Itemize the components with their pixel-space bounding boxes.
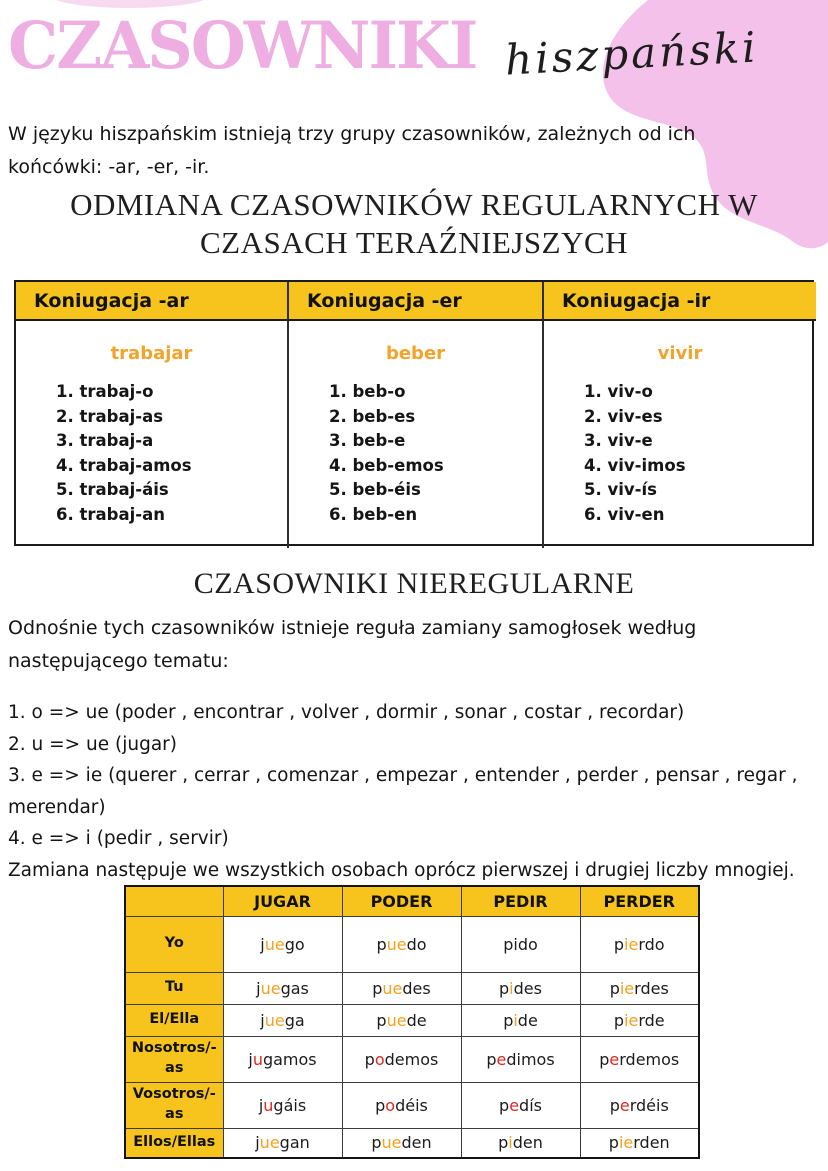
heading-regular-verbs: [0, 186, 828, 262]
irregular-table-row: [125, 916, 699, 972]
verb-form-cell: [461, 916, 580, 972]
vowel-change-highlight: ue: [264, 1010, 285, 1030]
verb-ending-text: gas: [280, 978, 309, 998]
verb-forms-list: [544, 380, 816, 527]
vowel-change-highlight: ue: [259, 1133, 280, 1153]
verb-stem-text: p: [613, 1010, 625, 1030]
conjugation-header-2: Koniugacja -er: [287, 282, 542, 321]
verb-ending-text: des: [513, 978, 542, 998]
verb-form-cell: [461, 1128, 580, 1158]
verb-ending-text: déis: [395, 1095, 428, 1115]
verb-form: 6. beb-en: [329, 504, 418, 524]
conjugation-table: [14, 280, 814, 546]
verb-form-cell: [342, 972, 461, 1004]
verb-form: 2. beb-es: [329, 406, 416, 426]
verb-form: 6. viv-en: [584, 504, 665, 524]
conjugation-header-3: Koniugacja -ir: [542, 282, 816, 321]
vowel-change-highlight: ie: [624, 1010, 639, 1030]
vowel-change-highlight: e: [509, 1095, 520, 1115]
vowel-change-rules: [8, 697, 828, 886]
verb-form-cell: [580, 1128, 699, 1158]
verb-ending-text: gan: [279, 1133, 310, 1153]
verb-form: 3. viv-e: [584, 431, 653, 450]
verb-form-cell: [342, 1036, 461, 1082]
verb-stem-text: p: [375, 1095, 386, 1115]
verb-ending-text: den: [512, 1133, 543, 1153]
person-label: Ellos/Ellas: [125, 1128, 223, 1158]
verb-ending-text: rden: [633, 1133, 670, 1153]
vowel-change-highlight: i: [508, 1133, 513, 1153]
verb-stem-text: j: [248, 1049, 253, 1069]
verb-form-cell: [223, 1036, 342, 1082]
verb-stem-text: j: [260, 934, 265, 954]
person-label: Vosotros/-as: [125, 1082, 223, 1128]
verb-infinitive: vivir: [657, 343, 703, 364]
verb-stem-text: p: [376, 1010, 387, 1030]
verb-stem-text: j: [256, 978, 261, 998]
verb-form-cell: [580, 916, 699, 972]
verb-form-cell: [461, 1036, 580, 1082]
verb-ending-text: demos: [384, 1049, 439, 1069]
vowel-change-highlight: ue: [381, 1133, 402, 1153]
verb-infinitive: beber: [385, 343, 446, 364]
verb-ending-text: rdéis: [629, 1095, 669, 1115]
verb-form-cell: [580, 1082, 699, 1128]
verb-ending-text: dimos: [506, 1049, 555, 1069]
verb-ending-text: rdemos: [619, 1049, 680, 1069]
vowel-change-highlight: i: [509, 978, 514, 998]
conjugation-column-3: [542, 321, 816, 548]
verb-form-cell: [223, 1082, 342, 1128]
verb-ending-text: dís: [519, 1095, 542, 1115]
heading-regular-line-2: CZASACH TERAŹNIEJSZYCH: [199, 225, 629, 260]
verb-stem-text: p: [599, 1049, 610, 1069]
verb-form: 5. beb-éis: [329, 480, 421, 499]
verb-stem-text: pido: [503, 934, 538, 954]
verb-form-cell: [580, 972, 699, 1004]
vowel-change-highlight: ie: [619, 978, 635, 998]
verb-form-cell: [223, 916, 342, 972]
verb-forms-list: [16, 380, 287, 527]
person-label: Yo: [125, 916, 223, 972]
verb-ending-text: gamos: [262, 1049, 317, 1069]
conjugation-column-1: [16, 321, 287, 548]
verb-stem-text: p: [503, 1010, 514, 1030]
verb-stem-text: p: [613, 934, 625, 954]
verb-stem-text: p: [364, 1049, 375, 1069]
vowel-change-highlight: ue: [260, 978, 281, 998]
irregular-column-header: PODER: [342, 886, 461, 916]
verb-form-cell: [342, 1128, 461, 1158]
irregular-intro-paragraph: Odnośnie tych czasowników istnieje reguła zamiany samogłosek według następującego tematu:: [8, 617, 697, 673]
verb-form: 1. trabaj-o: [56, 382, 154, 401]
verb-form-cell: [461, 1004, 580, 1036]
irregular-column-header: JUGAR: [223, 886, 342, 916]
irregular-corner-cell: [125, 886, 223, 916]
verb-form: 2. trabaj-as: [56, 406, 164, 426]
irregular-table: [124, 885, 700, 1159]
vowel-change-highlight: ie: [624, 934, 639, 954]
vowel-change-highlight: i: [513, 1010, 518, 1030]
verb-form: 5. trabaj-áis: [56, 480, 169, 499]
vowel-change-highlight: ie: [618, 1133, 634, 1153]
irregular-table-row: [125, 1128, 699, 1158]
rule-item-4: 4. e => i (pedir , servir): [8, 828, 229, 849]
verb-stem-text: p: [609, 978, 620, 998]
verb-form-cell: [461, 972, 580, 1004]
verb-stem-text: p: [372, 978, 383, 998]
person-label: Nosotros/-as: [125, 1036, 223, 1082]
verb-stem-text: p: [609, 1095, 620, 1115]
irregular-table-row: [125, 1036, 699, 1082]
verb-infinitive: trabajar: [110, 343, 193, 364]
page-header: [8, 8, 760, 85]
page-subtitle: hiszpański: [503, 22, 760, 85]
verb-form: 4. beb-emos: [329, 455, 444, 475]
verb-stem-text: p: [608, 1133, 619, 1153]
verb-ending-text: des: [402, 978, 431, 998]
verb-form: 5. viv-ís: [584, 480, 657, 499]
verb-form: 1. beb-o: [329, 382, 406, 401]
verb-form-cell: [223, 1128, 342, 1158]
conjugation-column-2: [287, 321, 542, 548]
irregular-table-head: [125, 886, 699, 916]
verb-stem-text: j: [258, 1095, 264, 1115]
vowel-change-highlight: u: [263, 1095, 274, 1115]
irregular-header-row: [125, 886, 699, 916]
verb-ending-text: rdes: [634, 978, 669, 998]
verb-stem-text: p: [486, 1049, 497, 1069]
irregular-table-row: [125, 1004, 699, 1036]
verb-form-cell: [342, 916, 461, 972]
rule-item-3: 3. e => ie (querer , cerrar , comenzar , empezar , entender , perder , pensar , regar , merendar): [8, 765, 798, 818]
verb-form-cell: [580, 1004, 699, 1036]
verb-form: 4. trabaj-amos: [56, 455, 192, 475]
verb-stem-text: p: [499, 1095, 510, 1115]
verb-form: 3. trabaj-a: [56, 431, 154, 450]
verb-forms-list: [289, 380, 542, 527]
irregular-table-container: [124, 885, 700, 1159]
vowel-change-highlight: o: [374, 1049, 385, 1069]
irregular-table-body: [125, 916, 699, 1158]
person-label: El/Ella: [125, 1004, 223, 1036]
note-paragraph: Zamiana następuje we wszystkich osobach oprócz pierwszej i drugiej liczby mnogiej.: [8, 859, 795, 881]
verb-ending-text: de: [406, 1010, 427, 1030]
irregular-column-header: PEDIR: [461, 886, 580, 916]
verb-form: 1. viv-o: [584, 382, 653, 401]
verb-form: 3. beb-e: [329, 431, 406, 450]
rule-item-2: 2. u => ue (jugar): [8, 733, 177, 755]
vowel-change-highlight: ue: [382, 978, 403, 998]
verb-form-cell: [342, 1004, 461, 1036]
vowel-change-highlight: e: [609, 1049, 620, 1069]
verb-stem-text: j: [255, 1133, 260, 1153]
verb-ending-text: rdo: [638, 934, 665, 954]
verb-ending-text: gáis: [273, 1095, 307, 1115]
vowel-change-highlight: e: [619, 1095, 630, 1115]
verb-stem-text: p: [371, 1133, 382, 1153]
verb-stem-text: p: [498, 1133, 509, 1153]
verb-ending-text: rde: [638, 1010, 665, 1030]
irregular-column-header: PERDER: [580, 886, 699, 916]
verb-ending-text: de: [517, 1010, 538, 1030]
page-title: CZASOWNIKI: [8, 8, 477, 84]
irregular-table-row: [125, 1082, 699, 1128]
vowel-change-highlight: ue: [264, 934, 285, 954]
rule-item-1: 1. o => ue (poder , encontrar , volver , dormir , sonar , costar , recordar): [8, 702, 685, 723]
vowel-change-highlight: ue: [386, 1010, 407, 1030]
verb-stem-text: p: [499, 978, 510, 998]
heading-irregular-verbs: CZASOWNIKI NIEREGULARNE: [193, 567, 635, 600]
verb-form-cell: [580, 1036, 699, 1082]
verb-form: 6. trabaj-an: [56, 504, 165, 524]
verb-ending-text: ga: [284, 1010, 305, 1030]
verb-ending-text: den: [401, 1133, 432, 1153]
verb-form-cell: [223, 972, 342, 1004]
person-label: Tu: [125, 972, 223, 1004]
vowel-change-highlight: u: [252, 1049, 263, 1069]
verb-stem-text: p: [376, 934, 387, 954]
verb-ending-text: do: [406, 934, 427, 954]
vowel-change-highlight: ue: [386, 934, 407, 954]
verb-form: 4. viv-imos: [584, 455, 686, 475]
heading-regular-line-1: ODMIANA CZASOWNIKÓW REGULARNYCH W: [70, 187, 758, 222]
vowel-change-highlight: o: [385, 1095, 396, 1115]
irregular-table-row: [125, 972, 699, 1004]
verb-ending-text: go: [284, 934, 305, 954]
vowel-change-highlight: e: [496, 1049, 507, 1069]
verb-form-cell: [461, 1082, 580, 1128]
verb-stem-text: j: [260, 1010, 265, 1030]
intro-paragraph: W języku hiszpańskim istnieją trzy grupy czasowników, zależnych od ich końcówki: -ar, -er, -ir.: [8, 123, 696, 179]
verb-form-cell: [342, 1082, 461, 1128]
verb-form: 2. viv-es: [584, 406, 663, 426]
verb-form-cell: [223, 1004, 342, 1036]
conjugation-header-1: Koniugacja -ar: [16, 282, 287, 321]
